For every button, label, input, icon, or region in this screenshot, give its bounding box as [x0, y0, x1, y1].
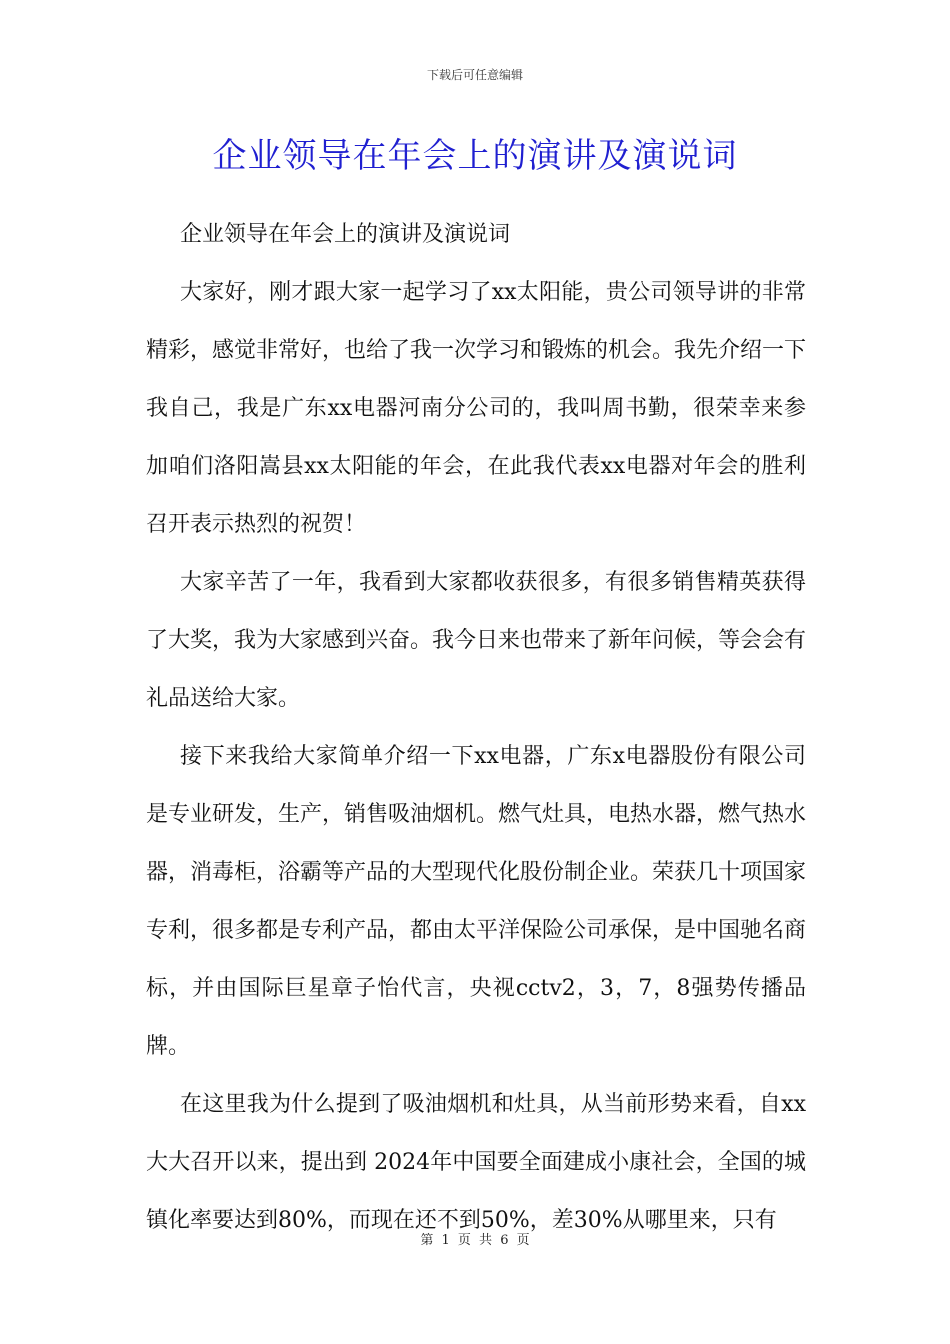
header-note: 下载后可任意编辑 [426, 68, 523, 82]
document-body [146, 206, 806, 1250]
document-title: 企业领导在年会上的演讲及演说词 [212, 136, 738, 176]
page-footer: 第 1 页 共 6 页 [420, 1233, 530, 1248]
paragraph-greeting: 大家好，刚才跟大家一起学习了xx太阳能，贵公司领导讲的非常精彩，感觉非常好，也给了我一次学习和锻炼的机会。我先介绍一下我自己，我是广东xx电器河南分公司的，我叫周书勤，很荣幸来参加咱们洛阳嵩县xx太阳能的年会，在此我代表xx电器对年会的胜利召开表示热烈的祝贺！ [146, 280, 807, 537]
paragraph-congratulations: 大家辛苦了一年，我看到大家都收获很多，有很多销售精英获得了大奖，我为大家感到兴奋。我今日来也带来了新年问候，等会会有礼品送给大家。 [146, 570, 807, 711]
paragraph-subtitle: 企业领导在年会上的演讲及演说词 [180, 222, 511, 247]
paragraph-company-intro: 接下来我给大家简单介绍一下xx电器，广东x电器股份有限公司是专业研发，生产，销售吸油烟机。燃气灶具，电热水器，燃气热水器，消毒柜，浴霸等产品的大型现代化股份制企业。荣获几十项国家专利，很多都是专利产品，都由太平洋保险公司承保，是中国驰名商标，并由国际巨星章子怡代言，央视cctv2，3，7，8强势传播品牌。 [146, 744, 807, 1059]
paragraph-market-context: 在这里我为什么提到了吸油烟机和灶具，从当前形势来看，自xx大大召开以来，提出到 2024年中国要全面建成小康社会，全国的城镇化率要达到80%，而现在还不到50%，差30%从哪里来，只有 [146, 1092, 806, 1233]
